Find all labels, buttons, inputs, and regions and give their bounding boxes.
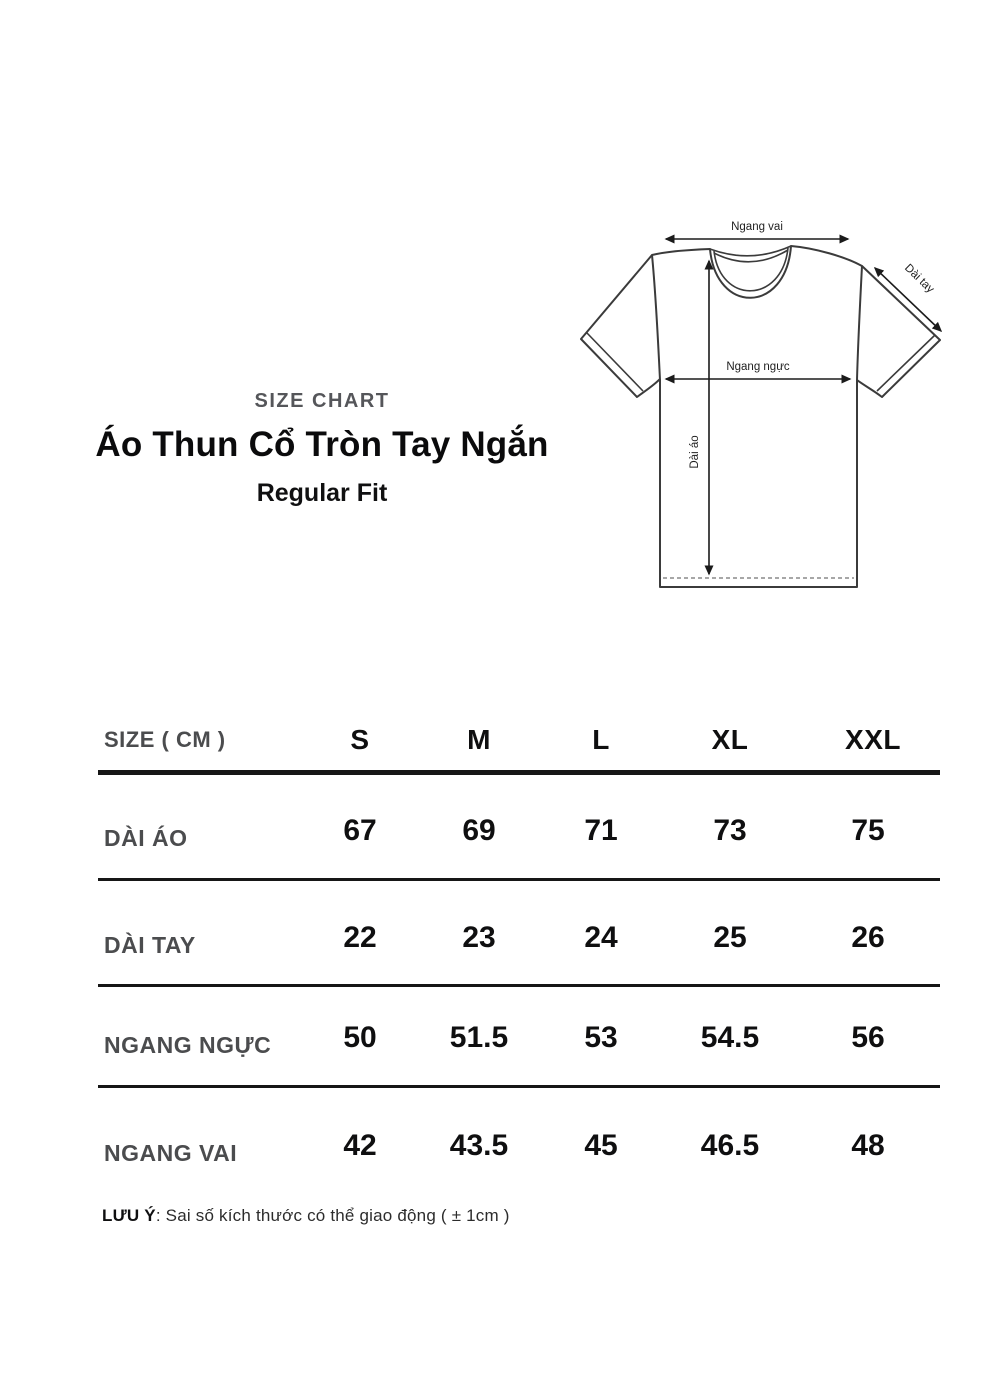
col-header-m: M — [467, 724, 491, 755]
header-divider-line — [98, 770, 940, 775]
cell-value: 54.5 — [700, 1021, 760, 1054]
heading-block — [60, 391, 584, 507]
cell-value: 25 — [713, 921, 747, 954]
cell-value: 43.5 — [449, 1129, 509, 1162]
unit-header-cell: SIZE ( CM ) — [104, 727, 226, 752]
cell-value: 51.5 — [449, 1021, 509, 1054]
sleeve-arrow — [875, 268, 941, 331]
col-header-s: S — [350, 724, 370, 755]
table-header-row — [98, 710, 940, 770]
table-row-ngang-vai — [98, 1096, 940, 1196]
cell-value: 50 — [343, 1021, 377, 1054]
cell-value: 24 — [584, 921, 618, 954]
measure-arrows — [666, 239, 941, 574]
eyebrow-size-chart: SIZE CHART — [254, 390, 390, 412]
shoulder-label: Ngang vai — [731, 221, 783, 233]
cell-value: 46.5 — [700, 1129, 760, 1162]
note-bold-prefix: LƯU Ý — [102, 1206, 156, 1225]
product-title: Áo Thun Cổ Tròn Tay Ngắn — [95, 425, 549, 464]
cell-value: 53 — [584, 1021, 618, 1054]
cell-value: 42 — [343, 1129, 377, 1162]
row-divider-line — [98, 984, 940, 987]
cell-value: 48 — [851, 1129, 885, 1162]
size-table — [98, 710, 940, 1210]
cell-value: 26 — [851, 921, 885, 954]
fit-subtitle: Regular Fit — [256, 479, 388, 507]
cell-value: 23 — [462, 921, 496, 954]
tolerance-note — [102, 1206, 510, 1226]
row-divider-line — [98, 1085, 940, 1088]
length-label: Dài áo — [689, 435, 701, 469]
note-text: : Sai số kích thước có thể giao động ( ± 1cm ) — [155, 1206, 510, 1225]
table-row-dai-ao — [98, 781, 940, 881]
cell-value: 73 — [713, 814, 747, 847]
cell-value: 75 — [851, 814, 885, 847]
sleeve-label: Dài tay — [902, 262, 937, 296]
cell-value: 45 — [584, 1129, 618, 1162]
row-label: NGANG VAI — [104, 1139, 238, 1166]
cell-value: 67 — [343, 814, 377, 847]
row-label: DÀI ÁO — [104, 824, 188, 851]
col-header-xxl: XXL — [845, 724, 901, 755]
row-label: NGANG NGỰC — [104, 1031, 272, 1058]
cell-value: 22 — [343, 921, 377, 954]
row-divider-line — [98, 878, 940, 881]
chest-label: Ngang ngực — [726, 361, 790, 373]
cell-value: 69 — [462, 814, 496, 847]
row-label: DÀI TAY — [104, 931, 196, 958]
table-row-ngang-nguc — [98, 988, 940, 1088]
col-header-l: L — [592, 724, 610, 755]
cell-value: 71 — [584, 814, 618, 847]
tshirt-measurement-diagram — [560, 200, 960, 600]
cell-value: 56 — [851, 1021, 885, 1054]
col-header-xl: XL — [711, 724, 749, 755]
tshirt-outline-icon — [581, 246, 940, 587]
table-row-dai-tay — [98, 888, 940, 988]
